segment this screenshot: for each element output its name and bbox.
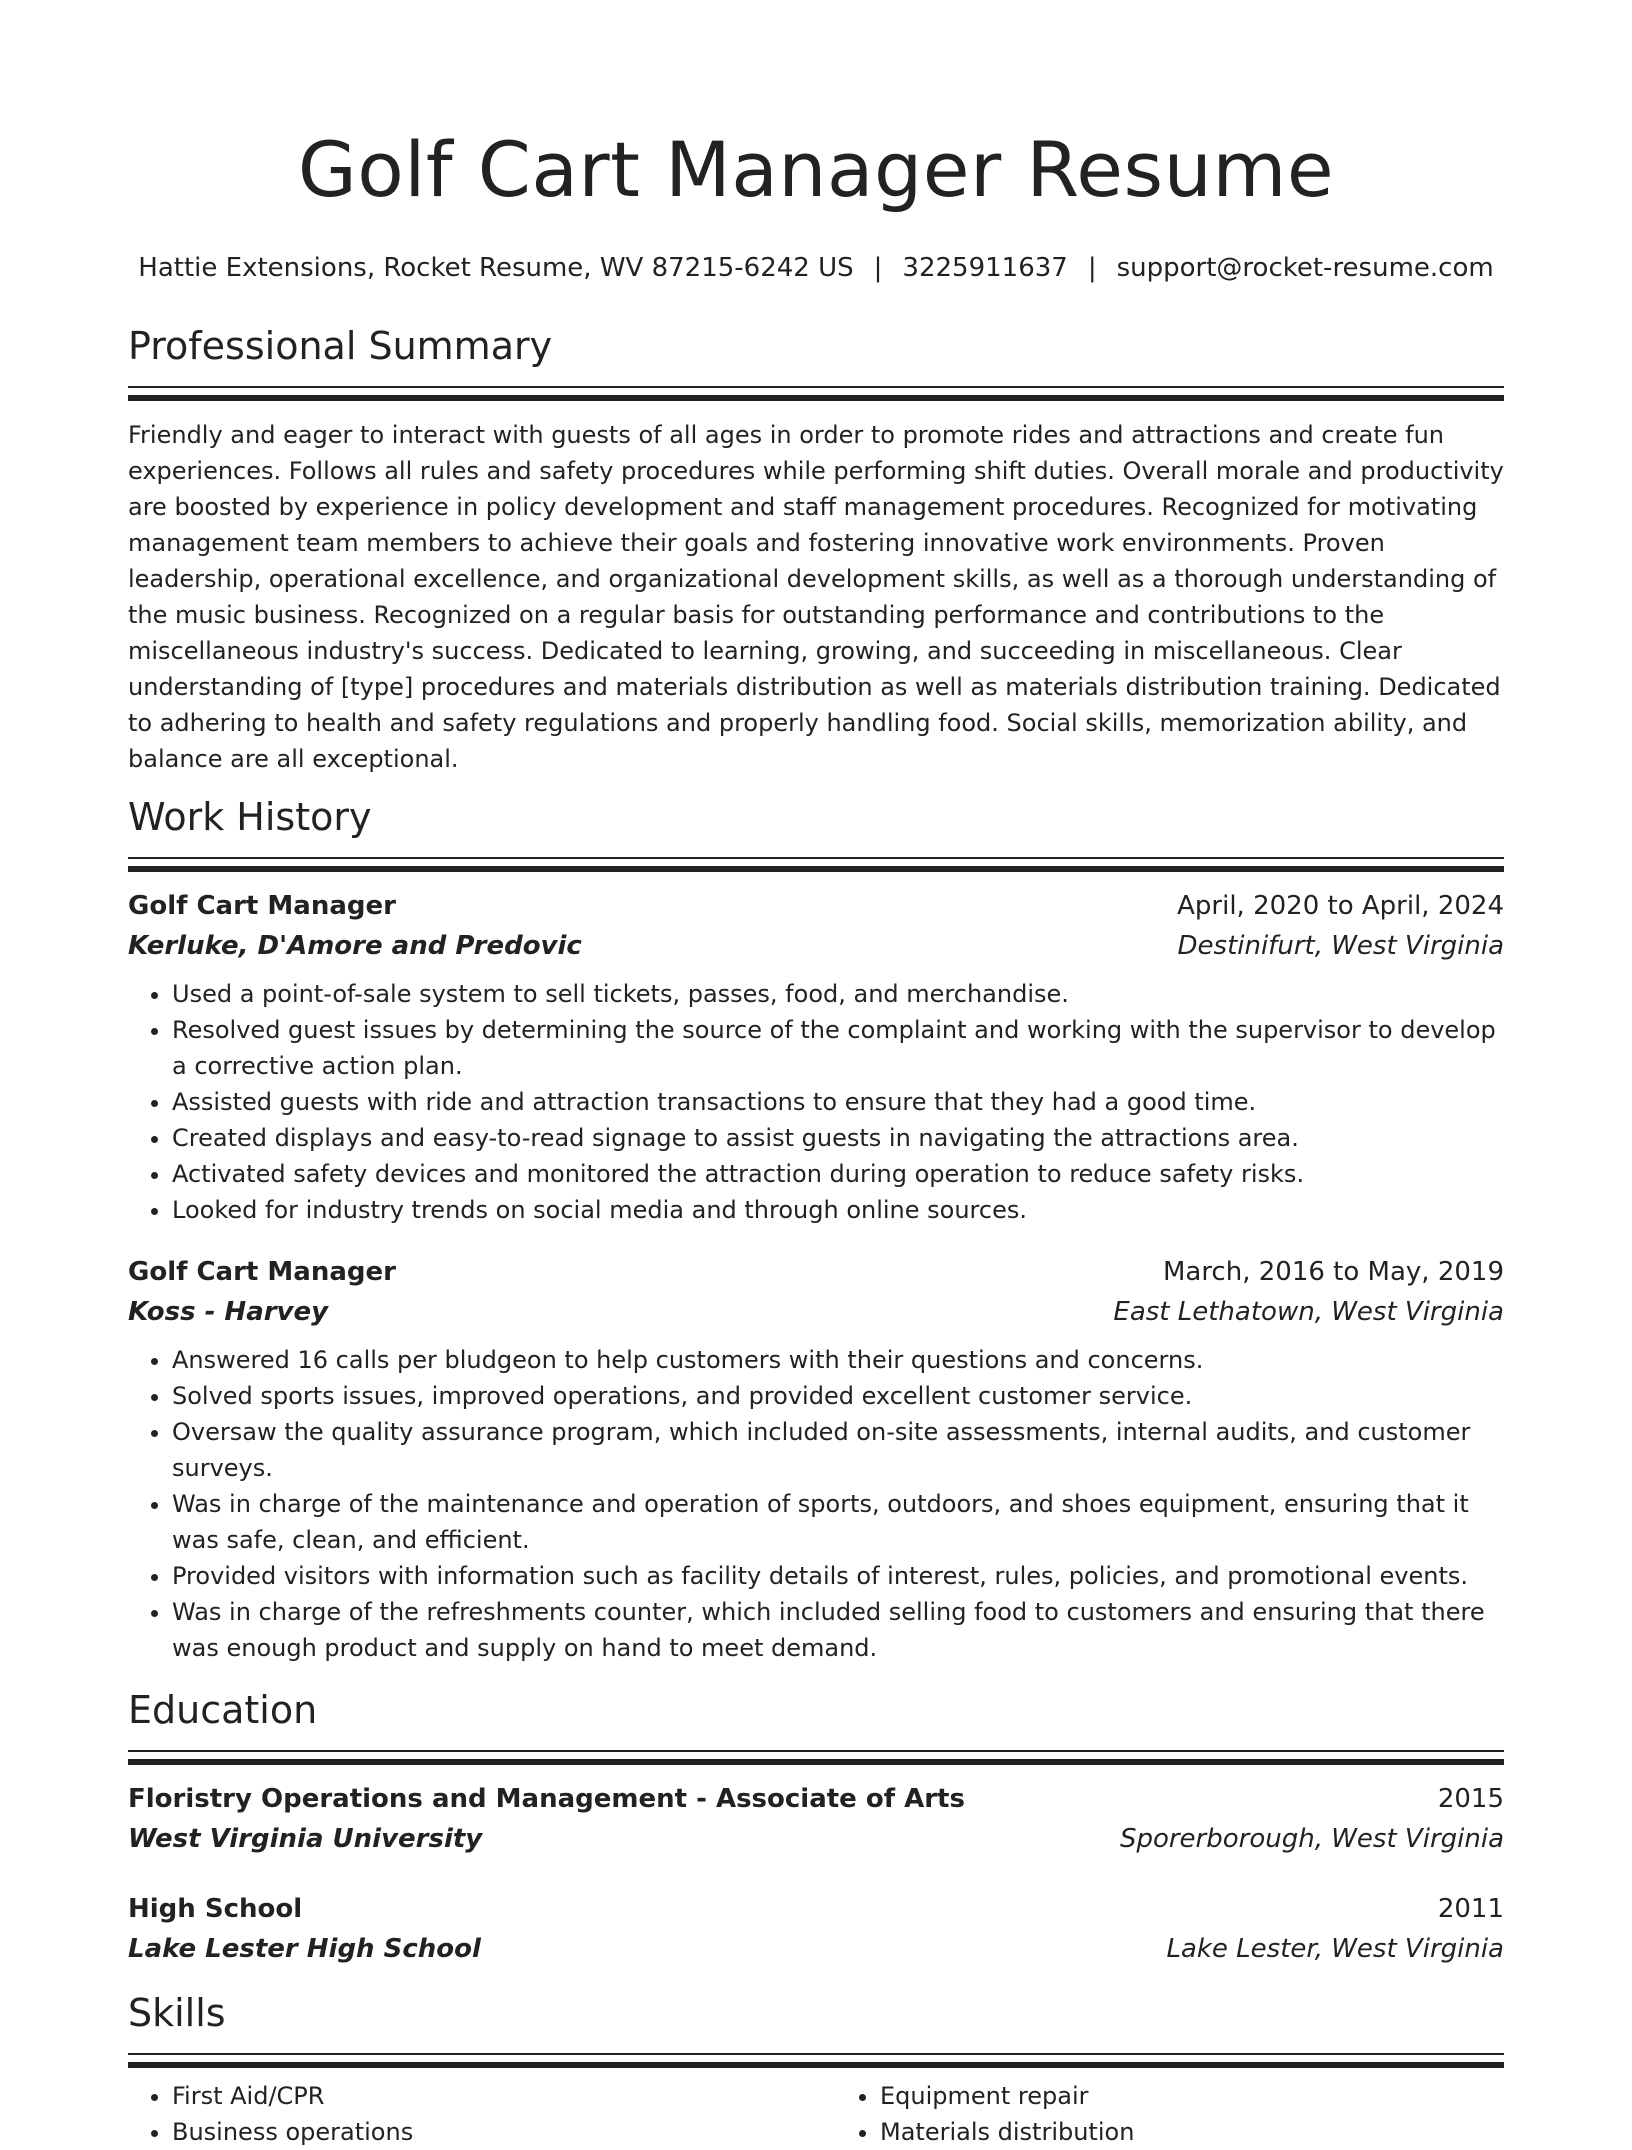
section-divider — [128, 2053, 1504, 2068]
education-entry — [128, 1889, 1504, 1969]
education-school-row — [128, 1819, 1504, 1859]
education-section — [128, 1684, 1504, 1969]
education-year: 2015 — [1437, 1784, 1504, 1814]
education-header-row — [128, 1779, 1504, 1819]
section-heading-summary: Professional Summary — [128, 324, 553, 368]
section-divider — [128, 857, 1504, 872]
list-item: • Provided visitors with information such as facility details of interest, rules, policies, and promotional events. — [172, 1558, 1504, 1594]
list-item: • Solved sports issues, improved operations, and provided excellent customer service. — [172, 1378, 1504, 1414]
list-item: • Resolved guest issues by determining the source of the complaint and working with the supervisor to develop a corrective action plan. — [172, 1012, 1504, 1084]
list-item: • Business operations — [172, 2114, 796, 2150]
section-heading-skills: Skills — [128, 1991, 226, 2035]
skills-list-right — [836, 2078, 1504, 2150]
job-bullets — [128, 1342, 1504, 1666]
job-header-row — [128, 1252, 1504, 1292]
job-location: East Lethatown, West Virginia — [1113, 1297, 1504, 1327]
section-heading-education: Education — [128, 1688, 318, 1732]
contact-address: Hattie Extensions, Rocket Resume, WV 87215-6242 US — [138, 253, 854, 283]
summary-text: Friendly and eager to interact with guests of all ages in order to promote rides and attractions and create fun experiences. Follows all rules and safety procedures while performing shift duties. Overall morale and productivity are boosted by experience in policy development and staff management procedures. Recognized for motivating management team members to achieve their goals and fostering innovative work environments. Proven leadership, operational excellence, and organizational development skills, as well as a thorough understanding of the music business. Recognized on a regular basis for outstanding performance and contributions to the miscellaneous industry's success. Dedicated to learning, growing, and succeeding in miscellaneous. Clear understanding of [type] procedures and materials distribution as well as materials distribution training. Dedicated to adhering to health and safety regulations and properly handling food. Social skills, memorization ability, and balance are all exceptional. — [128, 421, 1504, 773]
job-dates: April, 2020 to April, 2024 — [1177, 891, 1504, 921]
contact-phone: 3225911637 — [902, 253, 1068, 283]
work-section — [128, 791, 1504, 1666]
list-item: • Assisted guests with ride and attraction transactions to ensure that they had a good time. — [172, 1084, 1504, 1120]
job-dates: March, 2016 to May, 2019 — [1162, 1257, 1504, 1287]
education-location: Lake Lester, West Virginia — [1166, 1934, 1504, 1964]
job-title: Golf Cart Manager — [128, 1257, 396, 1287]
job-company-row — [128, 926, 1504, 966]
education-header-row — [128, 1889, 1504, 1929]
education-school-row — [128, 1929, 1504, 1969]
job-title: Golf Cart Manager — [128, 891, 396, 921]
education-degree: High School — [128, 1894, 303, 1924]
list-item: • Was in charge of the maintenance and operation of sports, outdoors, and shoes equipment, ensuring that it was safe, clean, and efficient. — [172, 1486, 1504, 1558]
education-entry — [128, 1779, 1504, 1859]
job-location: Destinifurt, West Virginia — [1177, 931, 1504, 961]
list-item: • Oversaw the quality assurance program, which included on-site assessments, internal audits, and customer surveys. — [172, 1414, 1504, 1486]
skills-list-left — [128, 2078, 796, 2150]
section-heading-work: Work History — [128, 795, 372, 839]
list-item: • Answered 16 calls per bludgeon to help customers with their questions and concerns. — [172, 1342, 1504, 1378]
contact-line — [128, 250, 1504, 286]
contact-separator: | — [873, 253, 883, 283]
list-item: • Materials distribution — [880, 2114, 1504, 2150]
list-item: • Looked for industry trends on social media and through online sources. — [172, 1192, 1504, 1228]
education-school: Lake Lester High School — [128, 1934, 481, 1964]
job-header-row — [128, 886, 1504, 926]
job-entry — [128, 886, 1504, 1228]
list-item: • First Aid/CPR — [172, 2078, 796, 2114]
summary-section — [128, 320, 1504, 777]
list-item: • Created displays and easy-to-read signage to assist guests in navigating the attractions area. — [172, 1120, 1504, 1156]
education-year: 2011 — [1437, 1894, 1504, 1924]
list-item: • Equipment repair — [880, 2078, 1504, 2114]
section-divider — [128, 1750, 1504, 1765]
job-company: Kerluke, D'Amore and Predovic — [128, 931, 582, 961]
job-bullets — [128, 976, 1504, 1228]
job-company: Koss - Harvey — [128, 1297, 329, 1327]
list-item: • Activated safety devices and monitored the attraction during operation to reduce safety risks. — [172, 1156, 1504, 1192]
education-location: Sporerborough, West Virginia — [1119, 1824, 1504, 1854]
job-entry — [128, 1252, 1504, 1666]
education-degree: Floristry Operations and Management - Associate of Arts — [128, 1784, 965, 1814]
job-company-row — [128, 1292, 1504, 1332]
education-school: West Virginia University — [128, 1824, 483, 1854]
page-title: Golf Cart Manager Resume — [297, 125, 1335, 214]
list-item: • Was in charge of the refreshments counter, which included selling food to customers and ensuring that there was enough product and supply on hand to meet demand. — [172, 1594, 1504, 1666]
list-item: • Used a point-of-sale system to sell tickets, passes, food, and merchandise. — [172, 976, 1504, 1012]
contact-separator: | — [1087, 253, 1097, 283]
contact-email: support@rocket-resume.com — [1116, 253, 1494, 283]
section-divider — [128, 386, 1504, 401]
skills-grid — [128, 2068, 1504, 2150]
skills-section — [128, 1987, 1504, 2150]
